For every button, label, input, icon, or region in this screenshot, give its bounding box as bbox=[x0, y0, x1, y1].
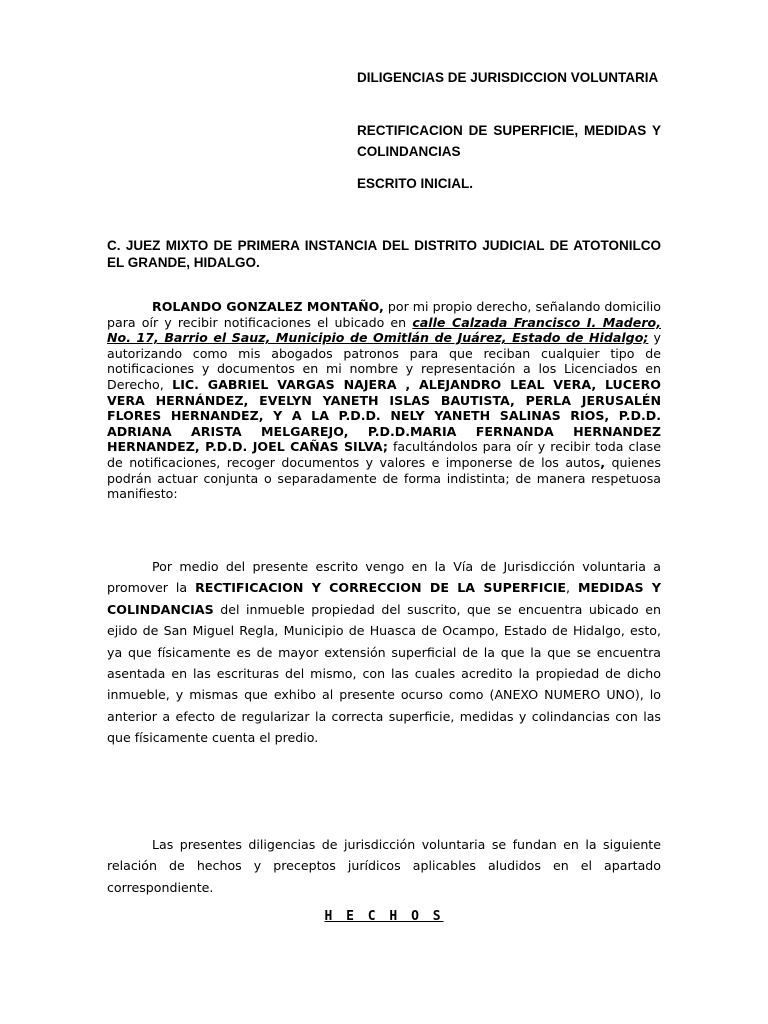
authorized-lawyers: LIC. GABRIEL VARGAS NAJERA , ALEJANDRO LEAL VERA, LUCERO VERA HERNÁNDEZ, EVELYN YANETH ISLAS BAUTISTA, PERLA JERUSALÉN FLORES HERNANDEZ, Y A LA P.D.D. NELY YANETH SALINAS RIOS, P.D.D. ADRIANA ARISTA MELGAREJO, P.D.D.MARIA FERNANDA HERNANDEZ HERNANDEZ, P.D.D. JOEL CAÑAS SILVA; bbox=[107, 376, 662, 455]
addressee-judge: C. JUEZ MIXTO DE PRIMERA INSTANCIA DEL DISTRITO JUDICIAL DE ATOTONILCO EL GRANDE, HIDALGO. bbox=[107, 238, 661, 270]
petition-bold-b: MEDIDAS Y COLINDANCIAS bbox=[107, 580, 661, 617]
petition-text-a: Por medio del presente escrito vengo en la Vía de Jurisdicción voluntaria a promover la bbox=[107, 559, 661, 596]
header-procedure-type: DILIGENCIAS DE JURISDICCION VOLUNTARIA bbox=[357, 70, 659, 85]
header-subject: RECTIFICACION DE SUPERFICIE, MEDIDAS Y COLINDANCIAS bbox=[357, 123, 661, 159]
section-heading-hechos: H E C H O S bbox=[324, 909, 444, 924]
paragraph-foundation: Las presentes diligencias de jurisdicción voluntaria se fundan en la siguiente relación de hechos y preceptos jurídicos aplicables aludidos en el apartado correspondiente. bbox=[107, 837, 661, 895]
intro-comma: , bbox=[600, 454, 606, 470]
petition-text-b: del inmueble propiedad del suscrito, que se encuentra ubicado en ejido de San Miguel Regla, Municipio de Huasca de Ocampo, Estado de Hidalgo, esto, ya que físicamente es de mayor extensión superficial de la que la que se encuentra asentada en las escrituras del mismo, con las cuales acredito la propiedad de dicho inmueble, y mismas que exhibo al presente ocurso como (ANEXO NUMERO UNO), lo anterior a efecto de regularizar la correcta superficie, medidas y colindancias con las que físicamente cuenta el predio. bbox=[107, 601, 661, 746]
intro-text-d: quienes podrán actuar conjunta o separadamente de forma indistinta; de manera respetuosa manifiesto: bbox=[107, 454, 661, 502]
paragraph-petition bbox=[107, 556, 661, 749]
petition-bold-a: RECTIFICACION Y CORRECCION DE LA SUPERFICIE bbox=[195, 580, 567, 596]
intro-text-a: por mi propio derecho, señalando domicilio para oír y recibir notificaciones el ubicado en bbox=[107, 299, 661, 330]
paragraph-introduction bbox=[107, 299, 661, 502]
intro-text-c: facultándolos para oír y recibir toda clase de notificaciones, recoger documentos y valores e imponerse de los autos bbox=[107, 439, 661, 470]
petitioner-name: ROLANDO GONZALEZ MONTAÑO, bbox=[152, 299, 384, 314]
petitioner-address: calle Calzada Francisco I. Madero, No. 17, Barrio el Sauz, Municipio de Omitlán de Juárez, Estado de Hidalgo; bbox=[107, 314, 661, 346]
petition-separator: , bbox=[566, 580, 578, 596]
intro-text-b: y autorizando como mis abogados patronos para que reciban cualquier tipo de notificaciones y documentos en mi nombre y representación a los Licenciados en Derecho, bbox=[107, 330, 661, 392]
header-document-type: ESCRITO INICIAL. bbox=[357, 176, 474, 191]
